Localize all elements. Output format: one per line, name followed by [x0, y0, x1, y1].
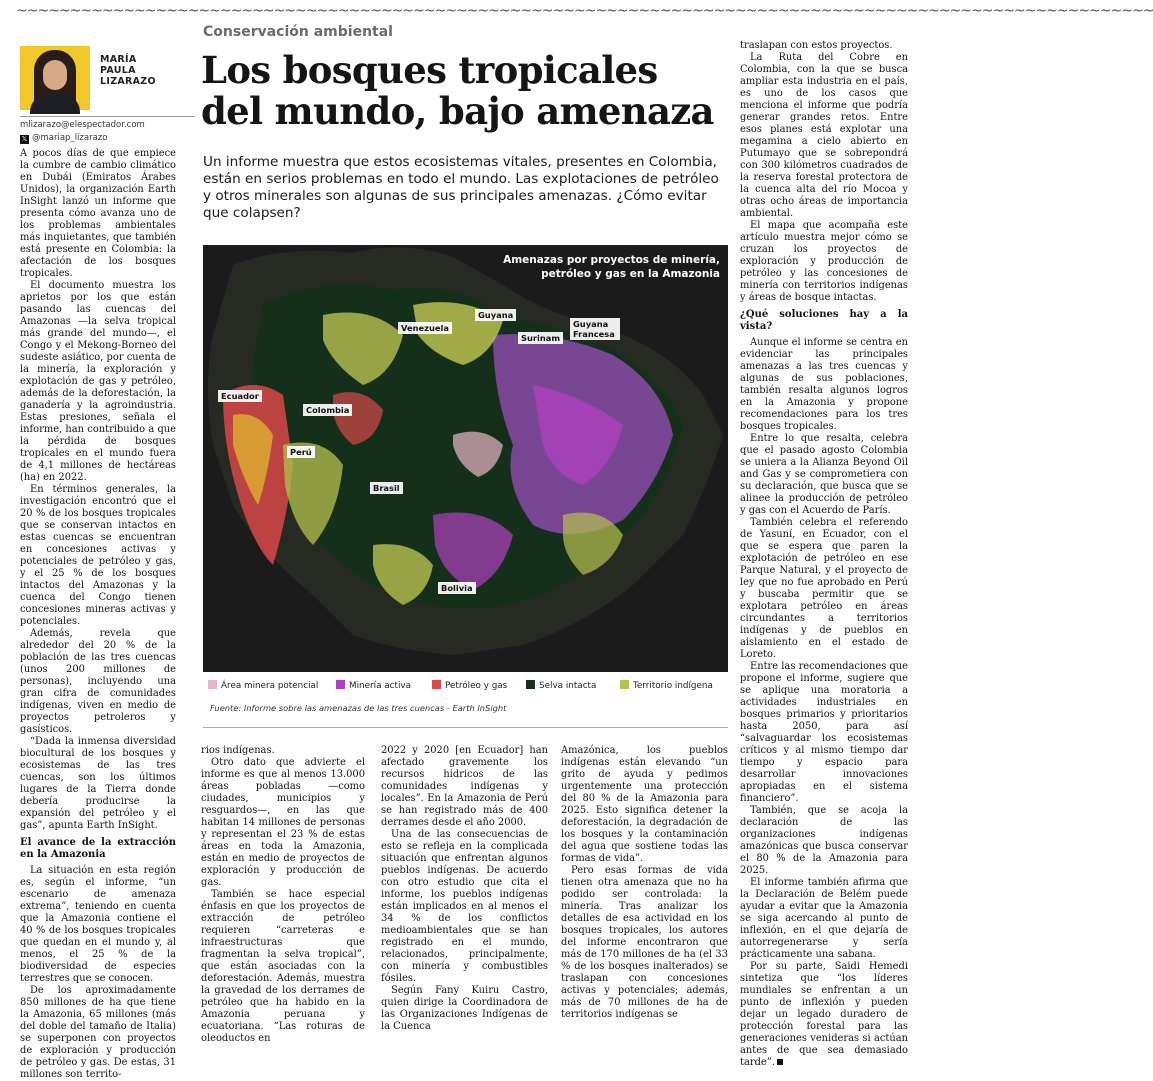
country-label-surinam: Surinam — [518, 332, 563, 344]
paragraph: Entre las recomendaciones que propone el informe, sugiere que se aplique una moratoria a actividades industriales en bosques primarios y prioritarios hasta 2050, para así “salvaguardar los ecosistemas críticos y al mismo tiempo dar tiempo y espacio para desarrollar innovaciones apropiadas en el sistema financiero”. — [740, 661, 908, 804]
country-label-peru: Perú — [287, 446, 315, 458]
figure-divider — [203, 727, 728, 728]
legend-item: Minería activa — [336, 680, 411, 692]
map-title: Amenazas por proyectos de minería, petróleo y gas en la Amazonia — [503, 254, 720, 280]
paragraph: También, que se acoja la declaración de las organizaciones indígenas amazónicas que busca conservar el 80 % de la Amazonia para 2025. — [740, 805, 908, 876]
legend-item: Territorio indígena — [620, 680, 713, 692]
amazon-threats-map — [203, 245, 728, 672]
author-email[interactable]: mlizarazo@elespectador.com — [20, 120, 145, 130]
column-2 — [201, 745, 365, 1044]
author-photo — [20, 46, 90, 110]
paragraph: “Dada la inmensa diversidad biocultural de los bosques y ecosistemas de las tres cuencas, son los últimos lugares de la Tierra donde debería producirse la expansión del petróleo y el gas”, apunta Earth InSight. — [20, 736, 176, 831]
author-box — [20, 46, 195, 144]
country-label-venezuela: Venezuela — [398, 322, 452, 334]
paragraph: El mapa que acompaña este artículo muestra mejor cómo se cruzan los proyectos de exploración y producción de petróleo y las concesiones de minería con territorios indígenas y áreas de bosque intactas. — [740, 220, 908, 303]
paragraph: Según Fany Kuiru Castro, quien dirige la Coordinadora de las Organizaciones Indígenas de la Cuenca — [381, 985, 548, 1032]
end-of-article-mark — [777, 1059, 783, 1065]
subheadline: Un informe muestra que estos ecosistemas vitales, presentes en Colombia, están en serios problemas en todo el mundo. Las explotaciones de petróleo y otros minerales son algunas de sus principales amenazas. ¿Cómo evitar que colapsen? — [203, 154, 719, 221]
paragraph: Amazónica, los pueblos indígenas están elevando “un grito de ayuda y pedimos urgentemente una protección del 80 % de la Amazonia para 2025. Esto significa detener la deforestación, la degradación de los bosques y la contaminación del agua que sostiene todas las formas de vida”. — [561, 745, 728, 864]
country-label-colombia: Colombia — [303, 404, 352, 416]
paragraph: traslapan con estos proyectos. — [740, 40, 893, 51]
country-label-brasil: Brasil — [370, 482, 403, 494]
subsection-heading: El avance de la extracción en la Amazonia — [20, 837, 176, 860]
paragraph: También se hace especial énfasis en que los proyectos de extracción de petróleo requieren “carreteras e infraestructuras que fragmentan la selva tropical”, que están asociadas con la deforestación. Además, muestra la gravedad de los derrames de petróleo que ha habido en la Amazonia peruana y ecuatoriana. “Las roturas de oleoductos en — [201, 889, 365, 1044]
subsection-heading: ¿Qué soluciones hay a la vista? — [740, 309, 908, 332]
legend-swatch — [208, 680, 217, 689]
paragraph: Pero esas formas de vida tienen otra amenaza que no ha podido ser controlada: la minería. Tras analizar los detalles de esa actividad en los bosques tropicales, los autores del informe encontraron que más de 170 millones de ha (el 33 % de los bosques inalterados) se traslapan con concesiones activas y potenciales; además, más de 70 millones de ha de territorios indígenas se — [561, 865, 728, 1020]
paragraph: De los aproximadamente 850 millones de ha que tiene la Amazonia, 65 millones (más del doble del tamaño de Italia) se superponen con proyectos de exploración y producción de petróleo y gas. De estas, 31 millones son territo- — [20, 985, 176, 1080]
paragraph: rios indígenas. — [201, 745, 275, 756]
legend-swatch — [432, 680, 441, 689]
legend-swatch — [620, 680, 629, 689]
country-label-guyana-francesa: Guyana Francesa — [570, 318, 620, 340]
author-name: MARÍA PAULA LIZARAZO — [100, 54, 156, 87]
author-handle[interactable] — [20, 133, 195, 144]
legend-swatch — [526, 680, 535, 689]
legend-swatch — [336, 680, 345, 689]
paragraph: En términos generales, la investigación encontró que el 20 % de los bosques tropicales que se conservan intactos en estas cuencas se encuentran en concesiones activas y potenciales de petróleo y gas, y el 25 % de los bosques intactos del Amazonas y la cuenca del Congo tienen concesiones mineras activas y potenciales. — [20, 484, 176, 627]
decorative-top-rule: ~~~~~~~~~~~~~~~~~~~~~~~~~~~~~~~~~~~~~~~~~~~~~~~~~~~~~~~~~~~~~~~~~~~~~~~~~~~~~~~~~~~~~~~~~~~~~~~~~~~~~~~~~~ — [16, 3, 1153, 19]
paragraph: A pocos días de que empiece la cumbre de cambio climático en Dubái (Emiratos Árabes Unidos), la organización Earth InSight lanzó un informe que presenta cómo avanza uno de los problemas ambientales más inquietantes, que también está presente en Colombia: la afectación de los bosques tropicales. — [20, 148, 176, 279]
x-logo-icon: 𝕏 — [21, 135, 28, 143]
map-legend — [208, 680, 728, 694]
section-label: Conservación ambiental — [203, 24, 393, 40]
author-handle-text: @mariap_lizarazo — [32, 133, 108, 143]
headline: Los bosques tropicales del mundo, bajo amenaza — [201, 48, 714, 133]
country-label-ecuador: Ecuador — [218, 390, 262, 402]
paragraph: Otro dato que advierte el informe es que al menos 13.000 áreas pobladas —como ciudades, municipios y resguardos—, en las que habitan 14 millones de personas y representan el 23 % de estas áreas en toda la Amazonia, están en medio de proyectos de exploración y producción de gas. — [201, 757, 365, 888]
legend-item: Área minera potencial — [208, 680, 318, 692]
legend-item: Petróleo y gas — [432, 680, 507, 692]
country-label-guyana: Guyana — [475, 309, 516, 321]
column-3 — [381, 745, 548, 1032]
paragraph: El documento muestra los aprietos por los que están pasando las cuencas del Amazonas —la selva tropical más grande del mundo—, el Congo y el Mekong-Borneo del sudeste asiático, por cuenta de la minería, la exploración y explotación de gas y petróleo, además de la deforestación, la ganadería y la agroindustria. Estas presiones, señala el informe, han contribuido a que la pérdida de bosques tropicales en el mundo fuera de 4,1 millones de hectáreas (ha) en 2022. — [20, 280, 176, 483]
column-5 — [740, 40, 908, 1068]
paragraph: El informe también afirma que la Declaración de Belém puede ayudar a evitar que la Amazonia se siga acercando al punto de inflexión, en el que dejaría de autorregenerarse y sería prácticamente una sabana. — [740, 877, 908, 960]
paragraph: Entre lo que resalta, celebra que el pasado agosto Colombia se uniera a la Alianza Beyond Oil and Gas y se comprometiera con su declaración, que busca que se alinee la producción de petróleo y gas con el Acuerdo de París. — [740, 433, 908, 516]
map-graphic — [203, 245, 728, 672]
paragraph: 2022 y 2020 [en Ecuador] han afectado gravemente los recursos hídricos de las comunidades indígenas y locales”. En la Amazonia de Perú se han registrado más de 400 derrames desde el año 2000. — [381, 745, 548, 828]
column-4 — [561, 745, 728, 1020]
paragraph — [740, 961, 908, 1069]
paragraph: La situación en esta región es, según el informe, “un escenario de amenaza extrema”, teniendo en cuenta que la Amazonia contiene el 40 % de los bosques tropicales que quedan en el mundo y, al menos, el 25 % de la biodiversidad de especies terrestres que se conocen. — [20, 865, 176, 984]
paragraph: Además, revela que alrededor del 20 % de la población de las tres cuencas (unos 200 millones de personas), incluyendo una gran cifra de comunidades indígenas, viven en medio de proyectos petroleros y gasísticos. — [20, 628, 176, 735]
map-source: Fuente: Informe sobre las amenazas de las tres cuencas - Earth InSight — [210, 703, 507, 713]
paragraph: La Ruta del Cobre en Colombia, con la que se busca ampliar esta industria en el país, es uno de los casos que menciona el informe que podría generar grandes retos. Entre esos planes está explotar una megamina a cielo abierto en Putumayo que se sobrepondrá con 300 kilómetros cuadrados de la reserva forestal protectora de la cuenca alta del río Mocoa y otras ocho áreas de importancia ambiental. — [740, 52, 908, 219]
country-label-bolivia: Bolivia — [438, 582, 476, 594]
legend-item: Selva intacta — [526, 680, 596, 692]
column-1 — [20, 148, 176, 1080]
paragraph: Aunque el informe se centra en evidenciar las principales amenazas a las tres cuencas y algunas de sus poblaciones, también resalta algunos logros en la Amazonia y propone recomendaciones para los tres bosques tropicales. — [740, 337, 908, 432]
author-divider — [20, 116, 195, 117]
paragraph: Una de las consecuencias de esto se refleja en la complicada situación que enfrentan algunos pueblos indígenas. De acuerdo con otro estudio que cita el informe, los pueblos indígenas están implicados en al menos el 34 % de los conflictos medioambientales que se han registrado en el mundo, relacionados, principalmente, con minería y combustibles fósiles. — [381, 829, 548, 984]
paragraph: También celebra el referendo de Yasuní, en Ecuador, con el que se espera que paren la explotación de petróleo en ese Parque Natural, y el proyecto de ley que no fue aprobado en Perú y buscaba permitir que se explotara petróleo en áreas circundantes a territorios indígenas y de pueblos en aislamiento en el estado de Loreto. — [740, 517, 908, 660]
closing-paragraph-text: Por su parte, Saidi Hemedi sintetiza que “los líderes mundiales se enfrentan a un punto de inflexión y pueden dejar un legado duradero de protección forestal para las generaciones venideras si actúan antes de que sea demasiado tarde”. — [740, 961, 908, 1068]
